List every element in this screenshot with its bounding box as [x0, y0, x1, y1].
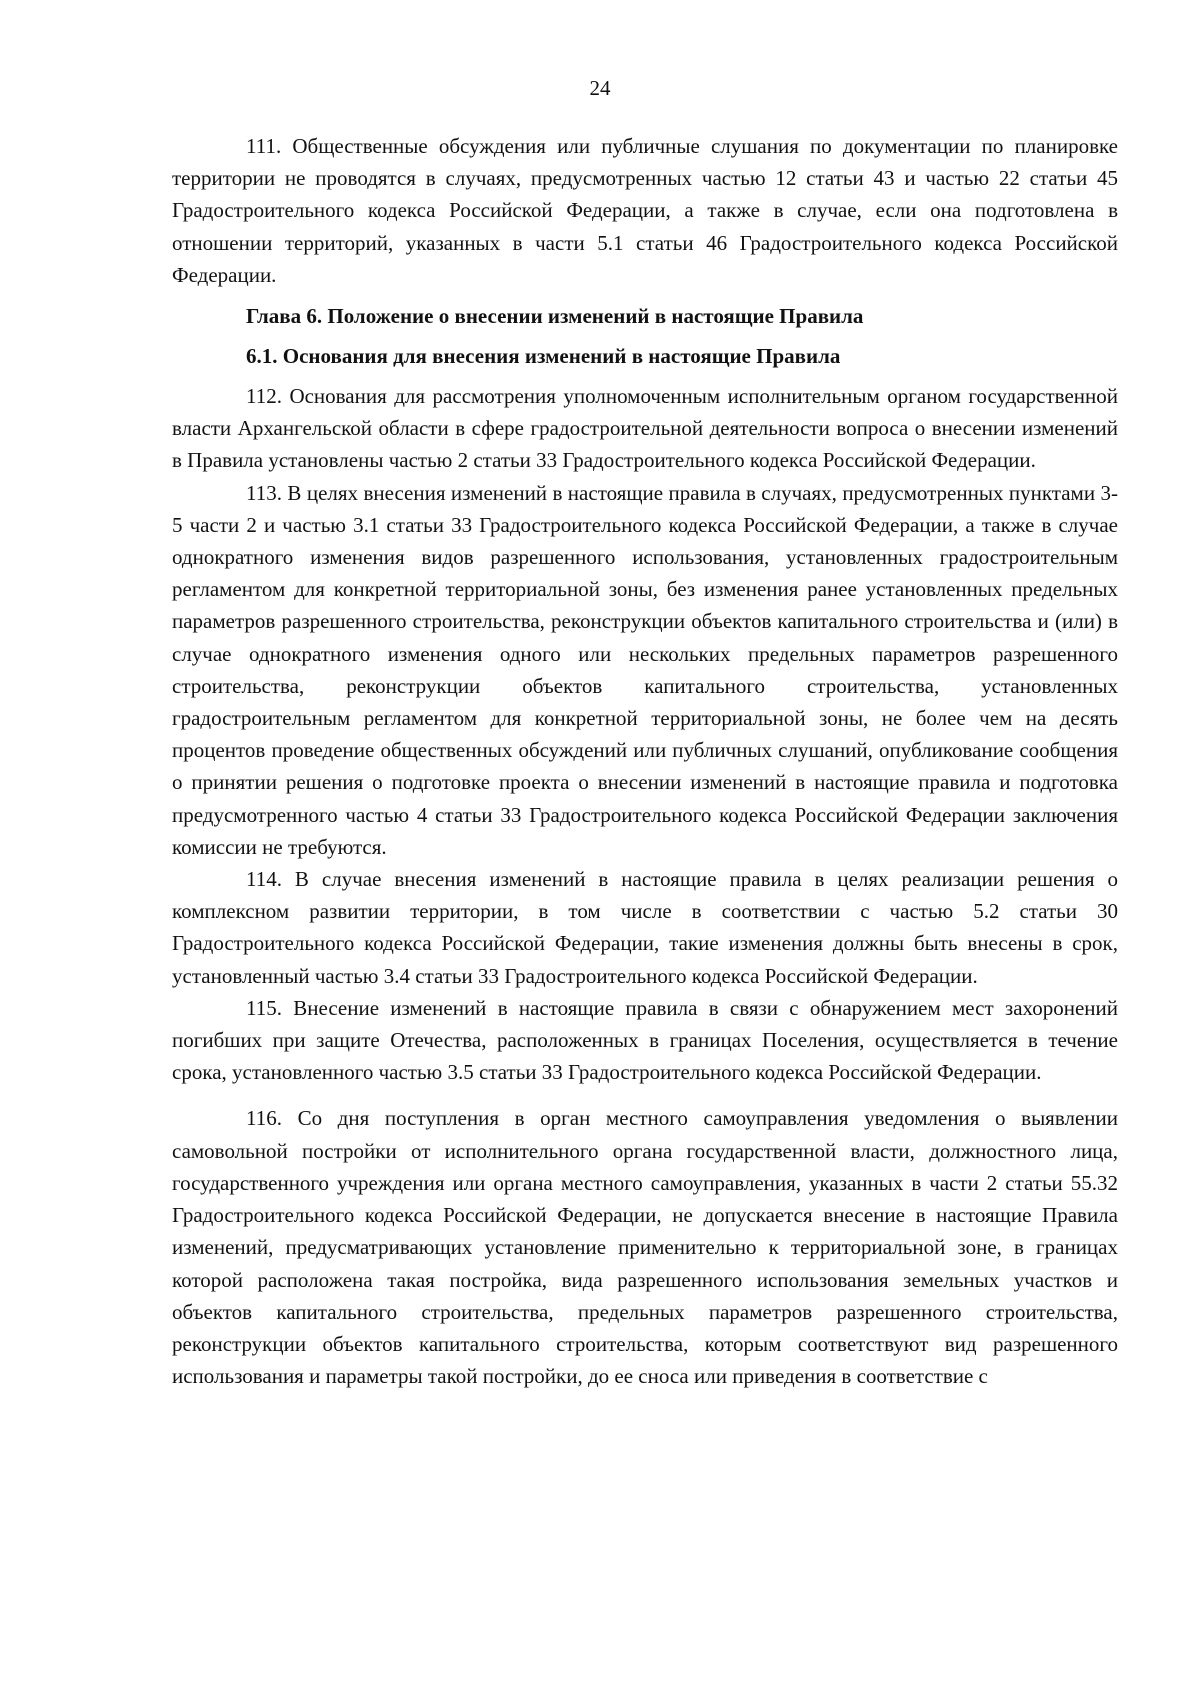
- paragraph-115: 115. Внесение изменений в настоящие правила в связи с обнаружением мест захоронений погибших при защите Отечества, расположенных в границах Поселения, осуществляется в течение срока, установленного частью 3.5 статьи 33 Градостроительного кодекса Российской Федерации.: [172, 995, 1118, 1085]
- page-number: 24: [589, 76, 611, 100]
- paragraph-113: 113. В целях внесения изменений в настоящие правила в случаях, предусмотренных пунктами 3-5 части 2 и частью 3.1 статьи 33 Градостроительного кодекса Российской Федерации, а также в случае однократного изменения видов разрешенного использования, установленных градостроительным регламентом для конкретной территориальной зоны, без изменения ранее установленных предельных параметров разрешенного строительства, реконструкции объектов капитального строительства и (или) в случае однократного изменения одного или нескольких предельных параметров разрешенного строительства, реконструкции объектов капитального строительства, установленных градостроительным регламентом для конкретной территориальной зоны, не более чем на десять процентов проведение общественных обсуждений или публичных слушаний, опубликование сообщения о принятии решения о подготовке проекта о внесении изменений в настоящие правила и подготовка предусмотренного частью 4 статьи 33 Градостроительного кодекса Российской Федерации заключения комиссии не требуются.: [172, 480, 1118, 859]
- paragraph-116: 116. Со дня поступления в орган местного самоуправления уведомления о выявлении самовольной постройки от исполнительного органа государственной власти, должностного лица, государственного учреждения или органа местного самоуправления, указанных в части 2 статьи 55.32 Градостроительного кодекса Российской Федерации, не допускается внесение в настоящие Правила изменений, предусматривающих установление применительно к территориальной зоне, в границах которой расположена такая постройка, вида разрешенного использования земельных участков и объектов капитального строительства, предельных параметров разрешенного строительства, реконструкции объектов капитального строительства, которым соответствуют вид разрешенного использования и параметры такой постройки, до ее сноса или приведения в соответствие с: [172, 1106, 1118, 1389]
- section-heading: 6.1. Основания для внесения изменений в настоящие Правила: [246, 344, 841, 369]
- chapter-heading: Глава 6. Положение о внесении изменений в настоящие Правила: [246, 304, 864, 329]
- paragraph-111: 111. Общественные обсуждения или публичные слушания по документации по планировке территории не проводятся в случаях, предусмотренных частью 12 статьи 43 и частью 22 статьи 45 Градостроительного кодекса Российской Федерации, а также в случае, если она подготовлена в отношении территорий, указанных в части 5.1 статьи 46 Градостроительного кодекса Российской Федерации.: [172, 134, 1118, 287]
- paragraph-112: 112. Основания для рассмотрения уполномоченным исполнительным органом государственной власти Архангельской области в сфере градостроительной деятельности вопроса о внесении изменений в Правила установлены частью 2 статьи 33 Градостроительного кодекса Российской Федерации.: [172, 384, 1118, 473]
- paragraph-114: 114. В случае внесения изменений в настоящие правила в целях реализации решения о комплексном развитии территории, в том числе в соответствии с частью 5.2 статьи 30 Градостроительного кодекса Российской Федерации, такие изменения должны быть внесены в срок, установленный частью 3.4 статьи 33 Градостроительного кодекса Российской Федерации.: [172, 867, 1118, 988]
- document-body: [172, 130, 1118, 1392]
